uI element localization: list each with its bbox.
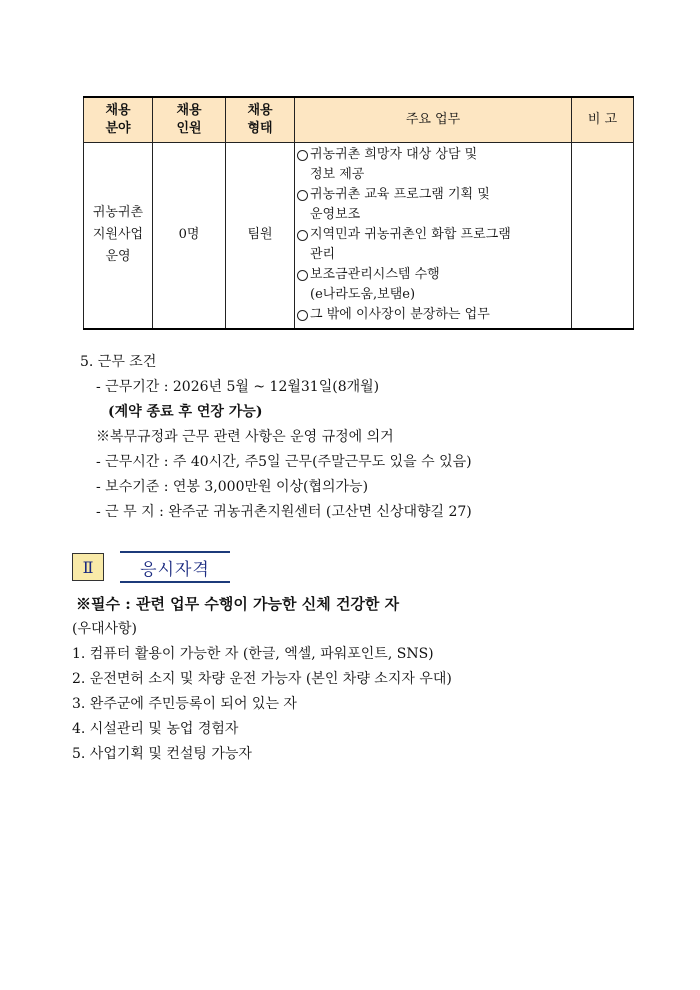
list-item: 4. 시설관리 및 농업 경험자: [72, 721, 239, 737]
work-extension: (계약 종료 후 연장 가능): [108, 404, 263, 420]
cell-field-line3: 운영: [105, 249, 131, 265]
duty-item: [297, 145, 571, 185]
header-field: [84, 97, 153, 143]
header-field-line2: 분야: [105, 121, 131, 136]
section-heading: 5. 근무 조건: [80, 354, 157, 370]
circle-bullet-icon: [297, 310, 308, 321]
header-type: [226, 97, 295, 143]
duty-text: 귀농귀촌 교육 프로그램 기획 및: [310, 187, 490, 203]
table-header-row: [84, 97, 634, 143]
cell-field: [84, 143, 153, 329]
duty-item: [297, 185, 571, 225]
duty-text-cont: (e나라도움,보탬e): [310, 287, 416, 303]
duty-text: 지역민과 귀농귀촌인 화합 프로그램: [310, 227, 511, 243]
list-item: 1. 컴퓨터 활용이 가능한 자 (한글, 엑셀, 파워포인트, SNS): [72, 646, 434, 662]
duty-text-cont: 운영보조: [310, 207, 361, 223]
duty-text-cont: 관리: [310, 247, 336, 263]
section-title: 응시자격: [120, 551, 230, 583]
cell-count: 0명: [153, 143, 226, 329]
work-period: - 근무기간 : 2026년 5월 ~ 12월31일(8개월): [96, 379, 380, 395]
duty-text: 그 밖에 이사장이 분장하는 업무: [310, 307, 490, 323]
header-remarks: 비 고: [572, 97, 634, 143]
duty-text: 귀농귀촌 희망자 대상 상담 및: [310, 147, 478, 163]
duty-text-cont: 정보 제공: [310, 167, 365, 183]
work-hours: - 근무시간 : 주 40시간, 주5일 근무(주말근무도 있을 수 있음): [96, 454, 472, 470]
circle-bullet-icon: [297, 190, 308, 201]
cell-duties: [295, 143, 572, 329]
header-count-line2: 인원: [176, 121, 202, 136]
recruitment-table: [83, 96, 634, 330]
section-number-badge: Ⅱ: [72, 553, 104, 581]
duty-item: [297, 265, 571, 305]
cell-field-line2: 지원사업: [92, 227, 144, 243]
header-field-line1: 채용: [105, 103, 131, 118]
work-conditions-section: [80, 350, 472, 525]
work-note: ※복무규정과 근무 관련 사항은 운영 규정에 의거: [96, 429, 394, 445]
required-qualification: ※필수 : 관련 업무 수행이 가능한 신체 건강한 자: [76, 595, 400, 613]
header-duties: 주요 업무: [295, 97, 572, 143]
work-location: - 근 무 지 : 완주군 귀농귀촌지원센터 (고산면 신상대향길 27): [96, 504, 472, 520]
duty-text: 보조금관리시스템 수행: [310, 267, 440, 283]
circle-bullet-icon: [297, 150, 308, 161]
circle-bullet-icon: [297, 270, 308, 281]
header-count-line1: 채용: [176, 103, 202, 118]
table-row: [84, 143, 634, 329]
cell-field-line1: 귀농귀촌: [92, 205, 144, 221]
duty-item: [297, 305, 571, 325]
preferred-heading: (우대사항): [72, 621, 138, 637]
header-type-line1: 채용: [247, 103, 273, 118]
duty-item: [297, 225, 571, 265]
qualifications-body: [72, 592, 452, 767]
work-salary: - 보수기준 : 연봉 3,000만원 이상(협의가능): [96, 479, 369, 495]
list-item: 5. 사업기획 및 컨설팅 가능자: [72, 746, 252, 762]
list-item: 2. 운전면허 소지 및 차량 운전 가능자 (본인 차량 소지자 우대): [72, 671, 452, 687]
cell-type: 팀원: [226, 143, 295, 329]
header-type-line2: 형태: [247, 121, 273, 136]
circle-bullet-icon: [297, 230, 308, 241]
cell-remarks: [572, 143, 634, 329]
list-item: 3. 완주군에 주민등록이 되어 있는 자: [72, 696, 297, 712]
header-count: [153, 97, 226, 143]
